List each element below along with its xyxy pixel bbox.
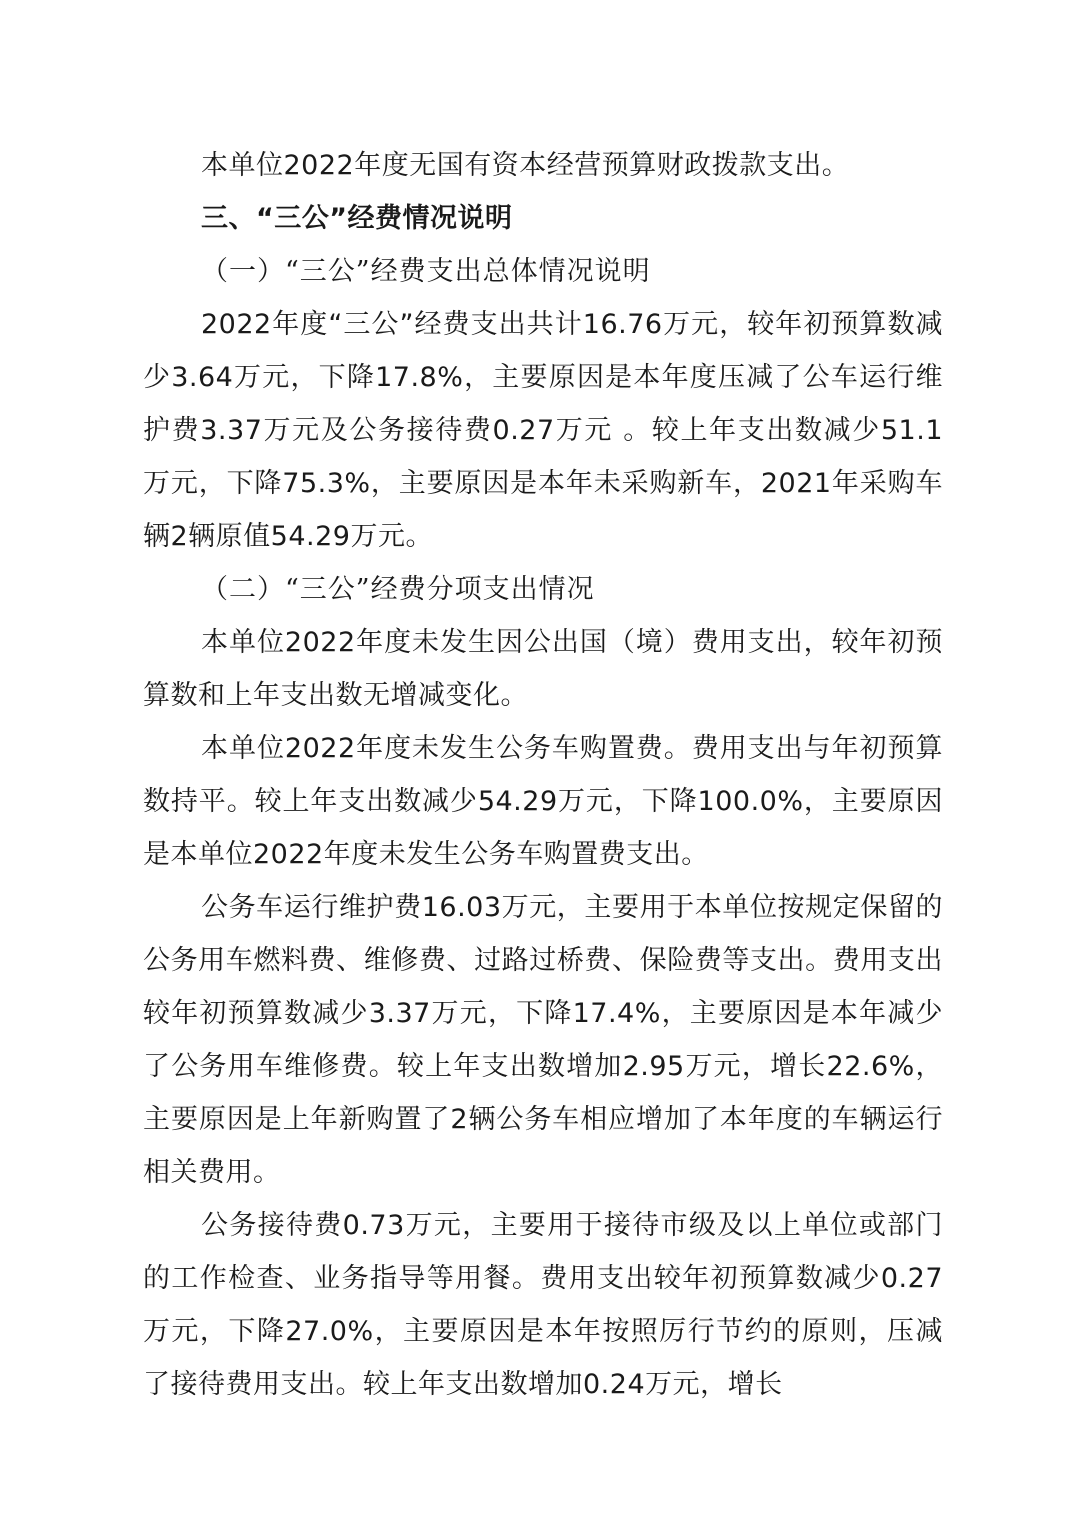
document-body [143, 139, 943, 1411]
subheading-items: （二）“三公”经费分项支出情况 [201, 574, 595, 605]
paragraph-vehicle-operation: 公务车运行维护费16.03万元，主要用于本单位按规定保留的公务用车燃料费、维修费、过路过桥费、保险费等支出。费用支出较年初预算数减少3.37万元，下降17.4%，主要原因是本年减少了公务用车维修费。较上年支出数增加2.95万元，增长22.6%，主要原因是上年新购置了2辆公务车相应增加了本年度的车辆运行相关费用。 [143, 892, 943, 1188]
paragraph-abroad: 本单位2022年度未发生因公出国（境）费用支出，较年初预算数和上年支出数无增减变化。 [143, 627, 943, 711]
subheading-overall: （一）“三公”经费支出总体情况说明 [201, 256, 651, 287]
paragraph-vehicle-purchase: 本单位2022年度未发生公务车购置费。费用支出与年初预算数持平。较上年支出数减少54.29万元，下降100.0%，主要原因是本单位2022年度未发生公务车购置费支出。 [143, 733, 943, 870]
paragraph-state-capital: 本单位2022年度无国有资本经营预算财政拨款支出。 [201, 150, 850, 181]
section-heading-three-public: 三、“三公”经费情况说明 [201, 203, 513, 234]
paragraph-reception: 公务接待费0.73万元，主要用于接待市级及以上单位或部门的工作检查、业务指导等用餐。费用支出较年初预算数减少0.27万元，下降27.0%，主要原因是本年按照厉行节约的原则，压减了接待费用支出。较上年支出数增加0.24万元，增长 [143, 1210, 943, 1400]
paragraph-overall: 2022年度“三公”经费支出共计16.76万元，较年初预算数减少3.64万元，下降17.8%，主要原因是本年度压减了公车运行维护费3.37万元及公务接待费0.27万元 。较上年支出数减少51.1万元，下降75.3%，主要原因是本年未采购新车，2021年采购车辆2辆原值54.29万元。 [143, 309, 943, 552]
